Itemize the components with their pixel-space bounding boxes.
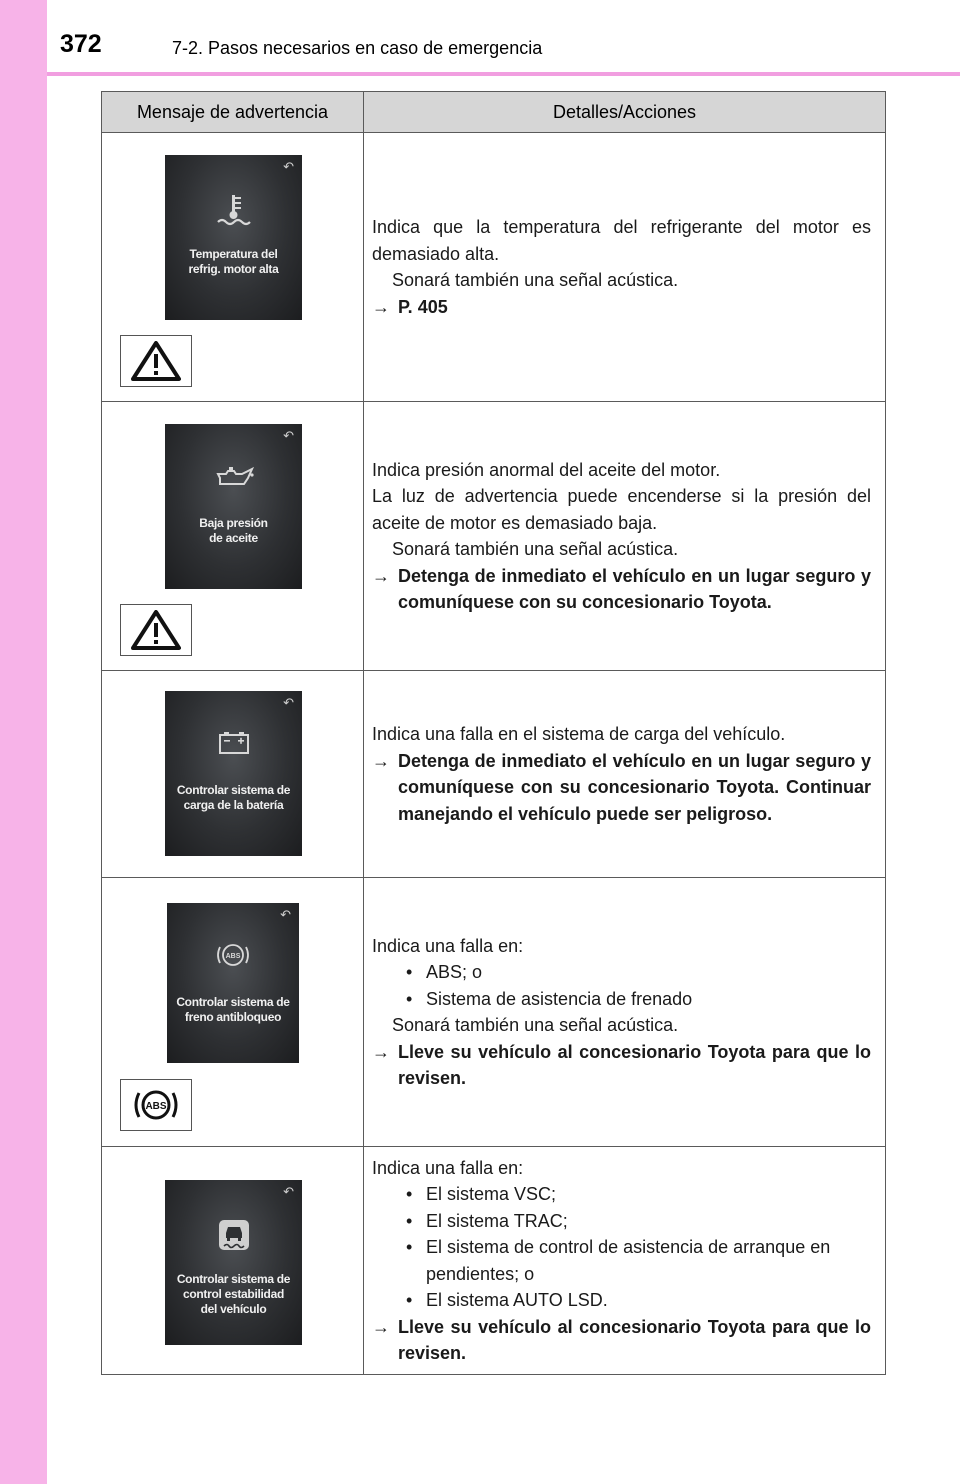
warning-screen bbox=[165, 691, 302, 856]
screen-label: Controlar sistema de control estabilidad del vehículo bbox=[176, 1272, 291, 1316]
caution-triangle-icon bbox=[131, 610, 181, 650]
arrow-icon: → bbox=[372, 296, 390, 317]
abs-warning-icon bbox=[128, 1085, 184, 1125]
table-row bbox=[102, 402, 886, 671]
message-cell bbox=[102, 1147, 364, 1375]
battery-icon bbox=[165, 729, 302, 762]
message-cell bbox=[102, 671, 364, 878]
table-row bbox=[102, 1147, 886, 1375]
message-cell bbox=[102, 402, 364, 671]
arrow-icon: → bbox=[372, 1041, 390, 1062]
list-item: • El sistema de control de asistencia de arranque en pendientes; o bbox=[372, 1234, 871, 1287]
back-icon: ↶ bbox=[280, 907, 291, 922]
list-item: • El sistema TRAC; bbox=[372, 1208, 871, 1235]
screen-label: Temperatura del refrig. motor alta bbox=[188, 247, 279, 276]
col-header-message: Mensaje de advertencia bbox=[102, 92, 364, 133]
list-item: • ABS; o bbox=[372, 959, 871, 986]
warning-screen bbox=[165, 155, 302, 320]
coolant-temperature-icon bbox=[165, 193, 302, 234]
warning-badge bbox=[120, 335, 192, 387]
table-row bbox=[102, 133, 886, 402]
bullet-icon: • bbox=[406, 1237, 413, 1257]
warning-table bbox=[101, 91, 886, 1375]
action-line: → P. 405 bbox=[372, 294, 871, 321]
vehicle-stability-icon bbox=[165, 1218, 302, 1257]
bullet-icon: • bbox=[406, 1210, 413, 1231]
table-row bbox=[102, 878, 886, 1147]
bullet-icon: • bbox=[406, 962, 413, 982]
abs-icon bbox=[167, 941, 299, 974]
action-line: → Lleve su vehículo al concesionario Toyota para que lo revisen. bbox=[372, 1039, 871, 1092]
col-header-details: Detalles/Acciones bbox=[364, 92, 886, 133]
table-header-row bbox=[102, 92, 886, 133]
caution-triangle-icon bbox=[131, 341, 181, 381]
back-icon: ↶ bbox=[283, 1184, 294, 1199]
details-cell: Indica una falla en: • El sistema VSC; • El sistema TRAC; • El sistema de control de asistencia de arranque en pendientes; o • El sistema AUTO LSD. → Lleve su vehículo al concesionario Toyota para que lo revisen. bbox=[364, 1147, 886, 1375]
arrow-icon: → bbox=[372, 1316, 390, 1337]
message-cell bbox=[102, 133, 364, 402]
warning-badge bbox=[120, 604, 192, 656]
abs-badge bbox=[120, 1079, 192, 1131]
warning-screen bbox=[165, 1180, 302, 1345]
details-cell: Indica que la temperatura del refrigerante del motor es demasiado alta. Sonará también una señal acústica. → P. 405 bbox=[364, 133, 886, 402]
side-tab-strip bbox=[0, 0, 47, 1484]
list-item: • El sistema VSC; bbox=[372, 1181, 871, 1208]
table-row bbox=[102, 671, 886, 878]
page-number: 372 bbox=[60, 30, 102, 58]
back-icon: ↶ bbox=[283, 695, 294, 710]
list-item: • Sistema de asistencia de frenado bbox=[372, 986, 871, 1013]
svg-text:ABS: ABS bbox=[145, 1101, 167, 1112]
bullet-icon: • bbox=[406, 1184, 413, 1204]
message-cell bbox=[102, 878, 364, 1147]
list-item: • El sistema AUTO LSD. bbox=[372, 1287, 871, 1314]
back-icon: ↶ bbox=[283, 159, 294, 174]
back-icon: ↶ bbox=[283, 428, 294, 443]
details-cell: Indica presión anormal del aceite del motor. La luz de advertencia puede encenderse si la presión del aceite de motor es demasiado baja. Sonará también una señal acústica. → Detenga de inmediato el vehículo en un lugar seguro y comuníquese con su concesionario Toyota. bbox=[364, 402, 886, 671]
chapter-title: 7-2. Pasos necesarios en caso de emergencia bbox=[172, 38, 543, 58]
warning-screen bbox=[167, 903, 299, 1063]
header-rule bbox=[47, 72, 960, 76]
action-line: → Lleve su vehículo al concesionario Toyota para que lo revisen. bbox=[372, 1314, 871, 1367]
arrow-icon: → bbox=[372, 565, 390, 586]
oil-can-icon bbox=[165, 462, 302, 497]
details-cell: Indica una falla en el sistema de carga del vehículo. → Detenga de inmediato el vehículo en un lugar seguro y comuníquese con su concesionario Toyota. Continuar manejando el vehículo puede ser peligroso. bbox=[364, 671, 886, 878]
bullet-icon: • bbox=[406, 1290, 413, 1310]
bullet-icon: • bbox=[406, 988, 413, 1009]
action-line: → Detenga de inmediato el vehículo en un lugar seguro y comuníquese con su concesionario Toyota. Continuar manejando el vehículo puede ser peligroso. bbox=[372, 748, 871, 828]
svg-text:ABS: ABS bbox=[225, 953, 241, 960]
screen-label: Controlar sistema de freno antibloqueo bbox=[176, 995, 290, 1024]
details-cell: Indica una falla en: • ABS; o • Sistema de asistencia de frenado Sonará también una señal acústica. → Lleve su vehículo al concesionario Toyota para que lo revisen. bbox=[364, 878, 886, 1147]
screen-label: Controlar sistema de carga de la batería bbox=[176, 783, 291, 812]
warning-screen bbox=[165, 424, 302, 589]
screen-label: Baja presión de aceite bbox=[199, 516, 268, 545]
arrow-icon: → bbox=[372, 750, 390, 771]
action-line: → Detenga de inmediato el vehículo en un lugar seguro y comuníquese con su concesionario Toyota. bbox=[372, 563, 871, 616]
